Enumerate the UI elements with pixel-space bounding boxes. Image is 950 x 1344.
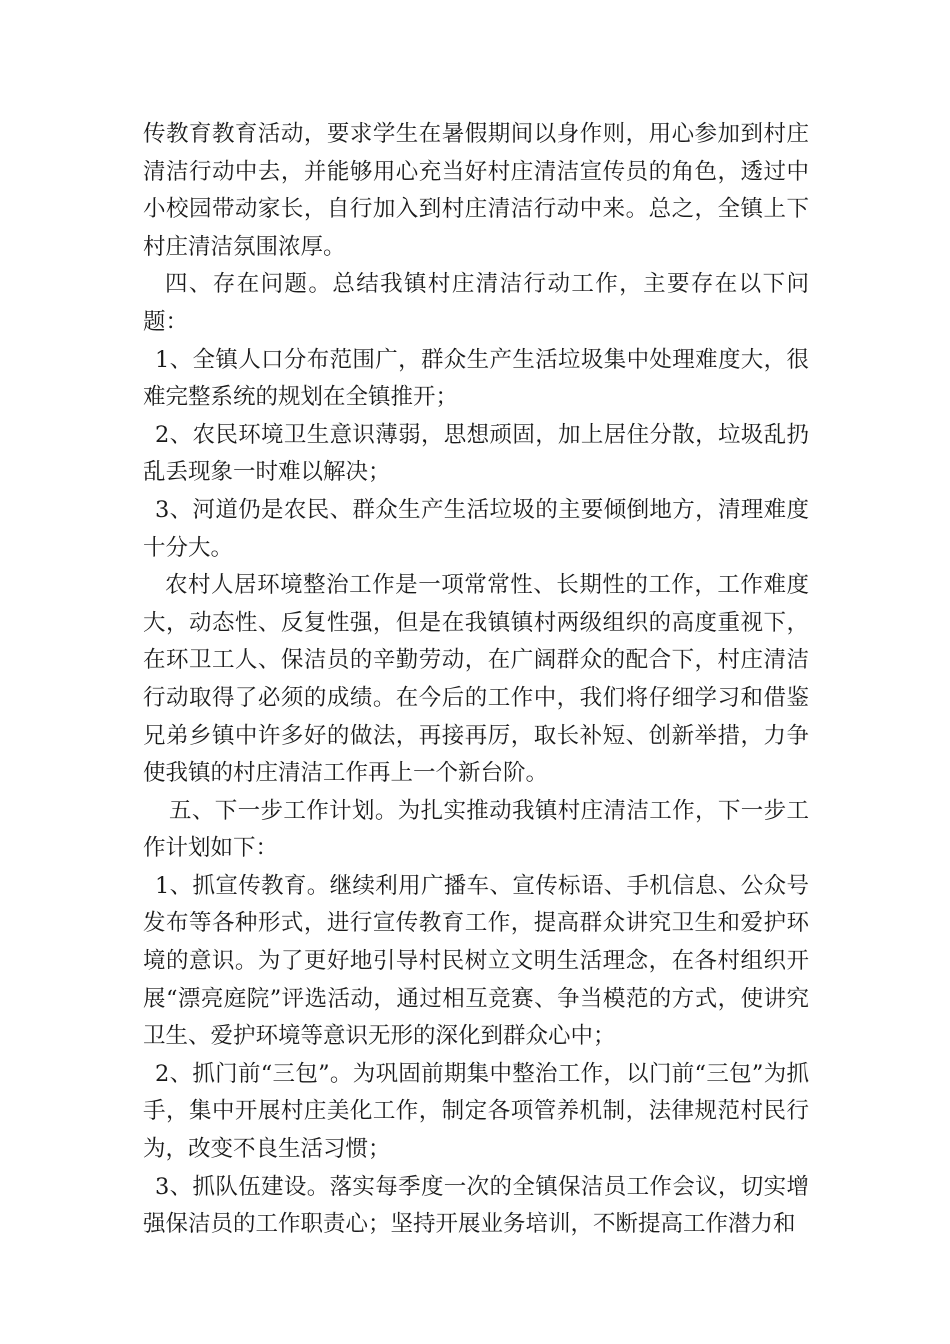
paragraph-continuation: 传教育教育活动，要求学生在暑假期间以身作则，用心参加到村庄清洁行动中去，并能够用心充当好村庄清洁宣传员的角色，透过中小校园带动家长，自行加入到村庄清洁行动中来。总之，全镇上下村庄清洁氛围浓厚。: [143, 121, 809, 260]
plan-item-1: 1、抓宣传教育。继续利用广播车、宣传标语、手机信息、公众号发布等各种形式，进行宣传教育工作，提高群众讲究卫生和爱护环境的意识。为了更好地引导村民树立文明生活理念，在各村组织开展“漂亮庭院”评选活动，通过相互竞赛、争当模范的方式，使讲究卫生、爱护环境等意识无形的深化到群众心中；: [143, 872, 809, 1050]
problem-item-3: 3、河道仍是农民、群众生产生活垃圾的主要倾倒地方，清理难度十分大。: [143, 496, 809, 561]
section-5-heading: 五、下一步工作计划。为扎实推动我镇村庄清洁工作，下一步工作计划如下：: [143, 797, 809, 862]
plan-item-3: 3、抓队伍建设。落实每季度一次的全镇保洁员工作会议，切实增强保洁员的工作职责心；坚持开展业务培训，不断提高工作潜力和: [143, 1173, 809, 1238]
problem-item-2: 2、农民环境卫生意识薄弱，思想顽固，加上居住分散，垃圾乱扔乱丢现象一时难以解决；: [143, 421, 809, 486]
problem-item-1: 1、全镇人口分布范围广，群众生产生活垃圾集中处理难度大，很难完整系统的规划在全镇推开；: [143, 346, 809, 411]
section-4-heading: 四、存在问题。总结我镇村庄清洁行动工作，主要存在以下问题：: [143, 271, 809, 335]
summary-paragraph: 农村人居环境整治工作是一项常常性、长期性的工作，工作难度大，动态性、反复性强，但是在我镇镇村两级组织的高度重视下，在环卫工人、保洁员的辛勤劳动，在广阔群众的配合下，村庄清洁行动取得了必须的成绩。在今后的工作中，我们将仔细学习和借鉴兄弟乡镇中许多好的做法，再接再厉，取长补短、创新举措，力争使我镇的村庄清洁工作再上一个新台阶。: [143, 572, 809, 787]
document-body: [143, 116, 809, 1244]
plan-item-2: 2、抓门前“三包”。为巩固前期集中整治工作，以门前“三包”为抓手，集中开展村庄美化工作，制定各项管养机制，法律规范村民行为，改变不良生活习惯；: [143, 1060, 809, 1163]
